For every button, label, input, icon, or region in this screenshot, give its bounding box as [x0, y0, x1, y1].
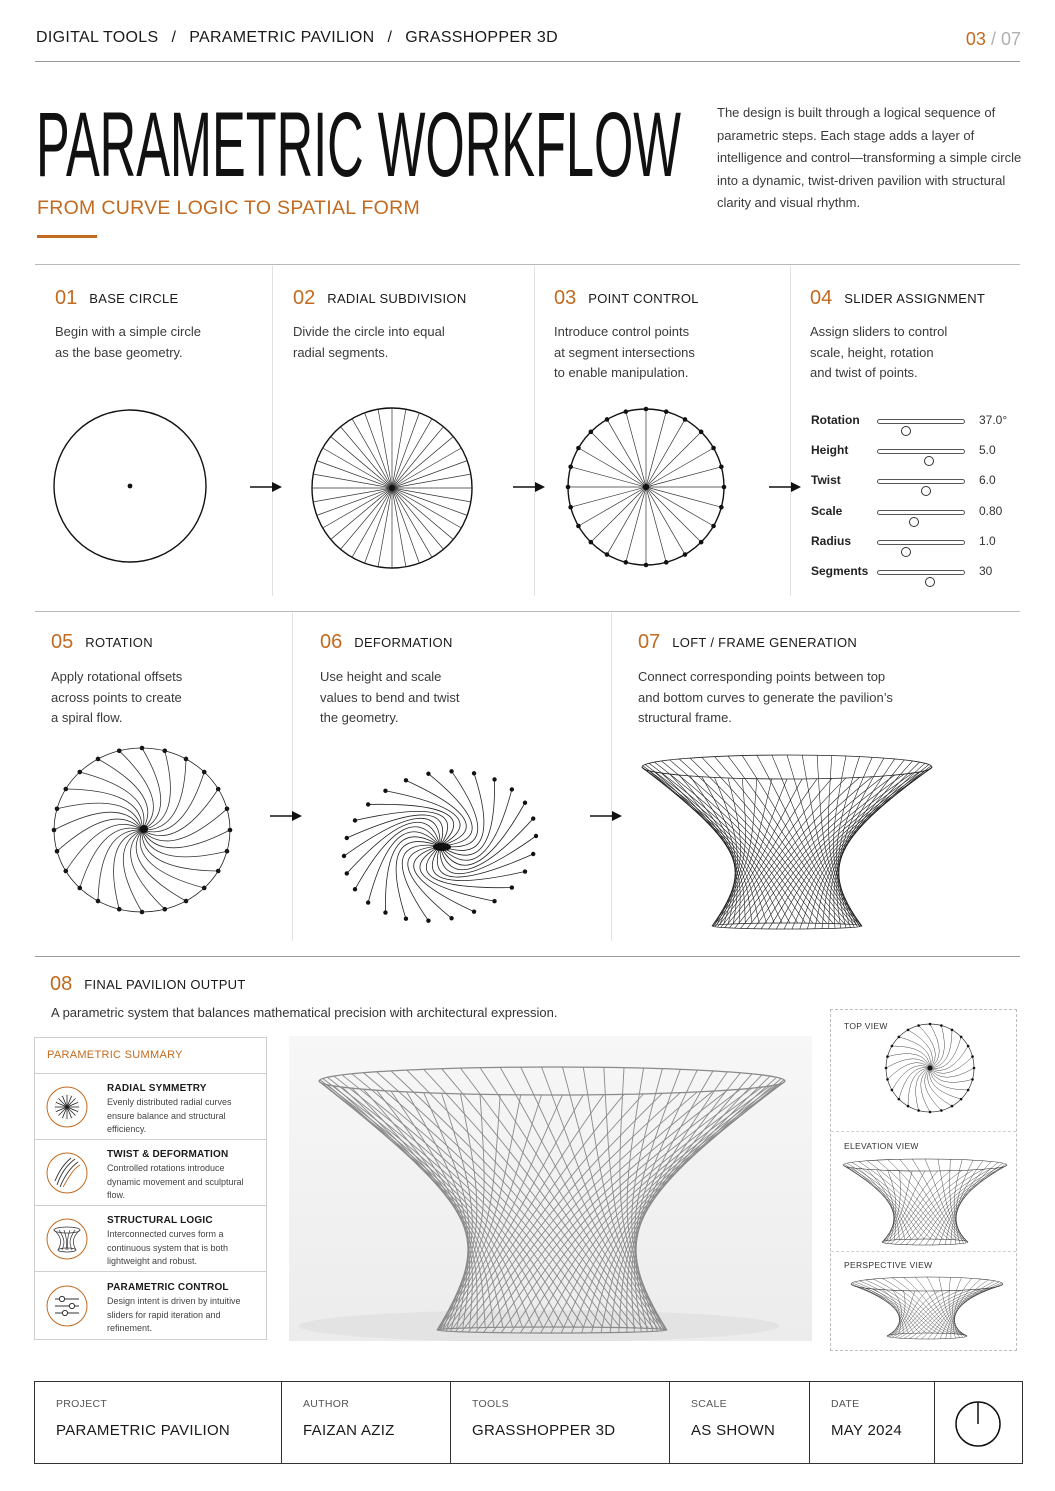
page-indicator — [966, 29, 1021, 50]
breadcrumb-item[interactable]: DIGITAL TOOLS — [36, 29, 159, 46]
title-block-cell — [282, 1382, 451, 1463]
slider-value: 5.0 — [979, 443, 996, 458]
step-header-07 — [638, 631, 857, 654]
pavilion-render-image — [289, 1036, 812, 1341]
title-block-value: AS SHOWN — [691, 1422, 776, 1439]
summary-item-desc: Controlled rotations introduce dynamic movement and sculptural flow. — [107, 1163, 244, 1200]
loft-frame-diagram — [640, 754, 934, 932]
slider-row — [811, 438, 1011, 468]
slider-label: Twist — [811, 473, 841, 488]
title-block-cell — [670, 1382, 810, 1463]
step-description: Begin with a simple circle as the base geometry. — [55, 324, 201, 360]
breadcrumb-item[interactable]: PARAMETRIC PAVILION — [189, 29, 375, 46]
arrow-right-icon — [250, 481, 282, 493]
slider-row — [811, 529, 1011, 559]
accent-bar — [37, 235, 97, 238]
slider-knob[interactable] — [925, 577, 935, 587]
title-block-key: PROJECT — [56, 1398, 108, 1410]
slider-knob[interactable] — [909, 517, 919, 527]
step-description: Connect corresponding points between top and bottom curves to generate the pavilion’s structural frame. — [638, 669, 893, 725]
arrow-right-icon — [513, 481, 545, 493]
slider-row — [811, 559, 1011, 589]
step-header-06 — [320, 631, 453, 654]
top-view-image — [883, 1021, 977, 1115]
title-block-cell — [451, 1382, 670, 1463]
step-number: 02 — [293, 287, 316, 309]
step-header-08 — [50, 973, 246, 996]
step-title: DEFORMATION — [354, 635, 453, 650]
step-number: 08 — [50, 973, 73, 995]
summary-item-title: RADIAL SYMMETRY — [107, 1083, 207, 1094]
slider-row — [811, 408, 1011, 438]
view-label: ELEVATION VIEW — [844, 1141, 919, 1151]
slider-track[interactable] — [877, 449, 965, 454]
slider-track[interactable] — [877, 540, 965, 545]
slider-label: Scale — [811, 503, 843, 518]
summary-item — [35, 1271, 266, 1340]
slider-panel — [811, 408, 1011, 589]
page-subtitle: FROM CURVE LOGIC TO SPATIAL FORM — [37, 197, 421, 219]
step-title: LOFT / FRAME GENERATION — [672, 635, 858, 650]
sliders-icon — [45, 1284, 89, 1328]
step-title: FINAL PAVILION OUTPUT — [84, 977, 246, 992]
slider-track[interactable] — [877, 510, 965, 515]
page-title — [36, 84, 696, 194]
arrow-right-icon — [270, 810, 302, 822]
north-arrow-icon — [953, 1399, 1003, 1449]
summary-item-desc: Design intent is driven by intuitive sliders for rapid iteration and refinement. — [107, 1296, 241, 1333]
slider-label: Segments — [811, 563, 869, 578]
title-block-key: AUTHOR — [303, 1398, 350, 1410]
view-label: PERSPECTIVE VIEW — [844, 1260, 933, 1270]
step-header-05 — [51, 631, 153, 654]
slider-label: Height — [811, 443, 849, 458]
slider-knob[interactable] — [901, 547, 911, 557]
elevation-view-image — [841, 1158, 1009, 1248]
slider-value: 30 — [979, 563, 993, 578]
title-block-key: TOOLS — [472, 1398, 509, 1410]
deformation-diagram — [338, 746, 542, 926]
summary-item-title: STRUCTURAL LOGIC — [107, 1215, 213, 1226]
summary-item-desc: Interconnected curves form a continuous system that is both lightweight and robust. — [107, 1229, 229, 1266]
title-block-value: GRASSHOPPER 3D — [472, 1422, 616, 1439]
step-description: Assign sliders to control scale, height, rotation and twist of points. — [810, 324, 948, 380]
title-block-cell — [35, 1382, 282, 1463]
slider-knob[interactable] — [921, 486, 931, 496]
radial-symmetry-icon — [45, 1085, 89, 1129]
slider-knob[interactable] — [901, 426, 911, 436]
breadcrumb: DIGITAL TOOLS / PARAMETRIC PAVILION / GRASSHOPPER 3D — [36, 29, 558, 46]
base-circle-diagram — [50, 406, 210, 568]
twist-icon — [45, 1151, 89, 1195]
slider-value: 0.80 — [979, 503, 1003, 518]
column-divider — [790, 266, 791, 596]
page-current: 03 — [965, 29, 986, 49]
header-divider — [35, 61, 1020, 62]
summary-item-title: PARAMETRIC CONTROL — [107, 1282, 229, 1293]
summary-item — [35, 1073, 266, 1140]
page-total: / 07 — [990, 29, 1021, 49]
view-divider — [831, 1131, 1016, 1132]
summary-title: PARAMETRIC SUMMARY — [47, 1049, 183, 1061]
step-description: Divide the circle into equal radial segments. — [293, 324, 445, 360]
summary-item-desc: Evenly distributed radial curves ensure balance and structural efficiency. — [107, 1097, 232, 1134]
step-header-03 — [554, 287, 699, 310]
step-header-01 — [55, 287, 179, 310]
step-title: RADIAL SUBDIVISION — [327, 291, 467, 306]
slider-value: 1.0 — [979, 533, 996, 548]
summary-item — [35, 1205, 266, 1272]
page-title-text: PARAMETRIC WORKFLOW — [36, 94, 682, 194]
view-divider — [831, 1251, 1016, 1252]
slider-label: Radius — [811, 533, 852, 548]
step-number: 07 — [638, 631, 661, 653]
title-block-key: DATE — [831, 1398, 860, 1410]
step-description: Use height and scale values to bend and twist the geometry. — [320, 669, 460, 725]
view-label: TOP VIEW — [844, 1021, 888, 1031]
rotation-diagram — [50, 744, 236, 916]
slider-row — [811, 468, 1011, 498]
title-block-key: SCALE — [691, 1398, 727, 1410]
column-divider — [611, 613, 612, 941]
breadcrumb-item[interactable]: GRASSHOPPER 3D — [405, 29, 558, 46]
step-description: Apply rotational offsets across points to create a spiral flow. — [51, 669, 183, 725]
slider-knob[interactable] — [924, 456, 934, 466]
step-number: 05 — [51, 631, 74, 653]
step-title: POINT CONTROL — [588, 291, 699, 306]
slider-value: 6.0 — [979, 473, 996, 488]
perspective-view-image — [849, 1276, 1005, 1342]
summary-item — [35, 1139, 266, 1206]
step-title: ROTATION — [85, 635, 153, 650]
step-number: 03 — [554, 287, 577, 309]
parametric-summary-panel — [34, 1037, 267, 1340]
step-number: 06 — [320, 631, 343, 653]
column-divider — [292, 613, 293, 941]
column-divider — [534, 266, 535, 596]
title-block-cell — [810, 1382, 935, 1463]
step-number: 04 — [810, 287, 833, 309]
structure-icon — [45, 1217, 89, 1261]
arrow-right-icon — [590, 810, 622, 822]
section-divider — [35, 264, 1020, 265]
slider-track[interactable] — [877, 419, 965, 424]
section-divider — [35, 956, 1020, 957]
arrow-right-icon — [769, 481, 801, 493]
slider-label: Rotation — [811, 413, 860, 427]
section-divider — [35, 611, 1020, 612]
final-description: A parametric system that balances mathematical precision with architectural expression. — [51, 1005, 558, 1020]
step-description: Introduce control points at segment intersections to enable manipulation. — [554, 324, 695, 380]
slider-row — [811, 499, 1011, 529]
title-block-value: PARAMETRIC PAVILION — [56, 1422, 231, 1439]
step-title: SLIDER ASSIGNMENT — [844, 291, 986, 306]
step-header-02 — [293, 287, 467, 310]
title-block — [34, 1381, 1023, 1464]
view-panel — [830, 1009, 1017, 1351]
pavilion-render — [289, 1036, 812, 1341]
slider-track[interactable] — [877, 570, 965, 575]
title-block-value: FAIZAN AZIZ — [303, 1422, 395, 1439]
slider-value: 37.0° — [979, 413, 1008, 427]
point-control-diagram — [564, 404, 730, 570]
step-number: 01 — [55, 287, 78, 309]
slider-track[interactable] — [877, 479, 965, 484]
intro-paragraph: The design is built through a logical sequence of parametric steps. Each stage adds a layer of intelligence and control—transforming a simple circle into a dynamic, twist-driven pavilion with structural clarity and visual rhythm. — [717, 105, 1022, 210]
title-block-value: MAY 2024 — [831, 1422, 903, 1439]
step-title: BASE CIRCLE — [89, 291, 179, 306]
radial-subdivision-diagram — [309, 405, 475, 571]
summary-item-title: TWIST & DEFORMATION — [107, 1149, 229, 1160]
column-divider — [272, 266, 273, 596]
step-header-04 — [810, 287, 985, 310]
